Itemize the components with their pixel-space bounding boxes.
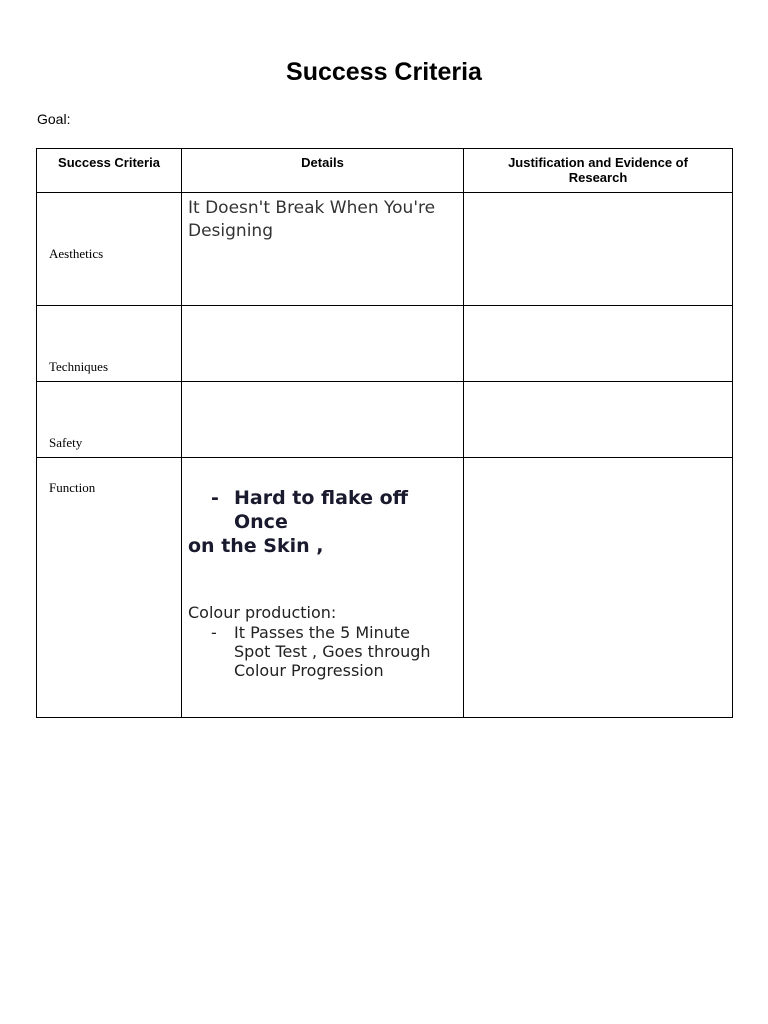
- header-success-criteria: Success Criteria: [37, 149, 182, 193]
- criterion-cell: [37, 382, 182, 458]
- success-criteria-table: [36, 148, 733, 718]
- details-cell[interactable]: [182, 306, 464, 382]
- justification-cell[interactable]: [464, 306, 733, 382]
- bullet-text-line: It Passes the 5 Minute: [234, 623, 411, 642]
- page-title: Success Criteria: [286, 58, 482, 86]
- criterion-cell: [37, 306, 182, 382]
- bullet-text-line: Colour Progression: [234, 661, 384, 680]
- bullet-text-line: on the Skin ,: [188, 535, 324, 557]
- bullet-text-line: Spot Test , Goes through: [234, 642, 431, 661]
- criterion-label: Aesthetics: [49, 246, 104, 261]
- goal-label: Goal:: [37, 111, 71, 127]
- colour-production-heading: Colour production:: [188, 603, 337, 622]
- criterion-label: Function: [49, 480, 96, 495]
- justification-cell[interactable]: [464, 458, 733, 718]
- criterion-label: Safety: [49, 435, 83, 450]
- details-text: It Doesn't Break When You're Designing: [188, 198, 436, 241]
- header-justification: Justification and Evidence of Research: [464, 149, 733, 193]
- criterion-label: Techniques: [49, 359, 109, 374]
- justification-cell[interactable]: [464, 382, 733, 458]
- bullet-dash: -: [211, 487, 219, 509]
- criterion-cell: [37, 193, 182, 306]
- bullet-text-line: Hard to flake off: [234, 487, 409, 509]
- bullet-text-line: Once: [234, 511, 288, 533]
- justification-cell[interactable]: [464, 193, 733, 306]
- table-row: [37, 382, 733, 458]
- table-row: [37, 306, 733, 382]
- details-cell[interactable]: [182, 193, 464, 306]
- criterion-cell: [37, 458, 182, 718]
- table-row: [37, 193, 733, 306]
- sub-bullet-block: [182, 623, 463, 680]
- header-details: Details: [182, 149, 464, 193]
- details-cell[interactable]: [182, 382, 464, 458]
- bullet-dash: -: [211, 623, 217, 642]
- details-cell[interactable]: [182, 458, 464, 718]
- table-header-row: [37, 149, 733, 193]
- table-row: [37, 458, 733, 718]
- bold-bullet-block: [182, 486, 463, 558]
